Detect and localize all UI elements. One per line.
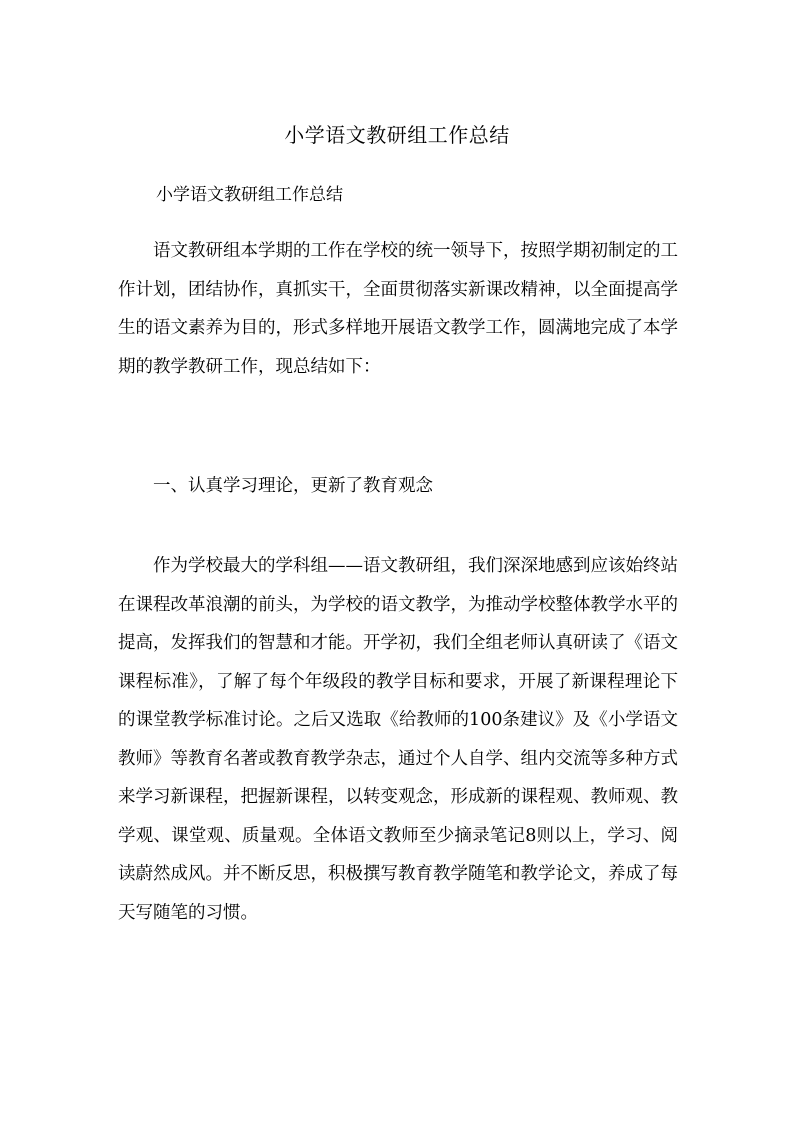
section-1-heading: 一、认真学习理论，更新了教育观念 (153, 476, 433, 496)
section-1-paragraph: 作为学校最大的学科组——语文教研组，我们深深地感到应该始终站在课程改革浪潮的前头，为学校的语文教学，为推动学校整体教学水平的提高，发挥我们的智慧和才能。开学初，我们全组老师认真研读了《语文课程标准》，了解了每个年级段的教学目标和要求，开展了新课程理论下的课堂教学标准讨论。之后又选取《给教师的100条建议》及《小学语文教师》等教育名著或教育教学杂志，通过个人自学、组内交流等多种方式来学习新课程，把握新课程，以转变观念，形成新的课程观、教师观、教学观、课堂观、质量观。全体语文教师至少摘录笔记8则以上，学习、阅读蔚然成风。并不断反思，积极撰写教育教学随笔和教学论文，养成了每天写随笔的习惯。 (118, 556, 678, 923)
intro-paragraph: 语文教研组本学期的工作在学校的统一领导下，按照学期初制定的工作计划，团结协作，真抓实干，全面贯彻落实新课改精神，以全面提高学生的语文素养为目的，形式多样地开展语文教学工作，圆满地完成了本学期的教学教研工作，现总结如下： (118, 241, 678, 377)
document-subtitle: 小学语文教研组工作总结 (156, 185, 343, 205)
document-title: 小学语文教研组工作总结 (284, 123, 510, 147)
